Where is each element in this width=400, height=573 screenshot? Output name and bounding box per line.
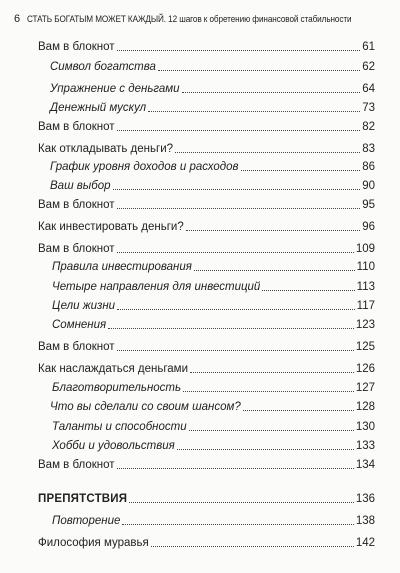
toc-entry-title: Четыре направления для инвестиций bbox=[52, 281, 261, 293]
dot-leader bbox=[190, 371, 354, 373]
toc-entry-page: 136 bbox=[355, 493, 375, 505]
toc-entry-page: 83 bbox=[362, 143, 375, 155]
toc-entry-title: Вам в блокнот bbox=[38, 41, 115, 53]
toc-entry bbox=[38, 242, 375, 256]
toc-entry-page: 110 bbox=[356, 261, 375, 273]
toc-entry-page: 133 bbox=[355, 440, 375, 452]
toc-entry-page: 142 bbox=[355, 537, 375, 549]
toc-entry bbox=[38, 362, 375, 376]
toc-entry-page: 130 bbox=[355, 421, 375, 433]
toc-entry-page: 61 bbox=[362, 41, 375, 53]
toc-subentry bbox=[38, 260, 375, 274]
toc-entry-title: Вам в блокнот bbox=[38, 459, 115, 471]
dot-leader bbox=[186, 229, 360, 231]
page-header bbox=[14, 12, 386, 26]
toc-entry-page: 95 bbox=[362, 199, 375, 211]
toc-subentry bbox=[38, 439, 375, 453]
toc-entry-page: 138 bbox=[355, 515, 375, 527]
dot-leader bbox=[151, 545, 354, 547]
toc-entry-page: 82 bbox=[362, 121, 375, 133]
toc-section-entry bbox=[38, 492, 375, 506]
toc-entry-title: Что вы сделали со своим шансом? bbox=[50, 401, 241, 413]
toc-subentry bbox=[38, 179, 375, 193]
toc-entry bbox=[38, 340, 375, 354]
dot-leader bbox=[117, 308, 355, 310]
toc-entry-page: 117 bbox=[356, 300, 375, 312]
dot-leader bbox=[122, 523, 353, 525]
dot-leader bbox=[262, 289, 354, 291]
dot-leader bbox=[117, 129, 361, 131]
toc-entry-title: Упражнение с деньгами bbox=[50, 83, 180, 95]
toc-entry-title: Вам в блокнот bbox=[38, 243, 115, 255]
toc-entry-page: 86 bbox=[362, 161, 375, 173]
toc-subentry bbox=[38, 280, 375, 294]
toc-subentry bbox=[38, 60, 375, 74]
toc-entry-title: График уровня доходов и расходов bbox=[50, 161, 239, 173]
toc-entry-page: 126 bbox=[355, 363, 375, 375]
toc-entry bbox=[38, 458, 375, 472]
dot-leader bbox=[158, 69, 360, 71]
toc-subentry bbox=[38, 420, 375, 434]
toc-entry-page: 73 bbox=[362, 102, 375, 114]
dot-leader bbox=[108, 327, 354, 329]
toc-entry-page: 123 bbox=[355, 319, 375, 331]
toc-entry bbox=[38, 220, 375, 234]
toc-entry bbox=[38, 40, 375, 54]
toc-entry-page: 64 bbox=[362, 83, 375, 95]
toc-entry-title: Правила инвестирования bbox=[52, 261, 192, 273]
toc-entry-page: 109 bbox=[355, 243, 375, 255]
toc-entry bbox=[38, 536, 375, 550]
toc-entry-title: Денежный мускул bbox=[50, 102, 147, 114]
toc-entry-page: 90 bbox=[362, 180, 375, 192]
page-number: 6 bbox=[14, 13, 21, 25]
toc-entry-title: Как инвестировать деньги? bbox=[38, 221, 184, 233]
toc-entry-title: Сомнения bbox=[52, 319, 107, 331]
toc-entry-title: Ваш выбор bbox=[50, 180, 111, 192]
toc-subentry bbox=[38, 160, 375, 174]
toc-entry-page: 96 bbox=[362, 221, 375, 233]
toc-entry-title: Цели жизни bbox=[52, 300, 116, 312]
toc-subentry bbox=[38, 318, 375, 332]
dot-leader bbox=[175, 151, 360, 153]
toc-entry bbox=[38, 198, 375, 212]
dot-leader bbox=[117, 467, 354, 469]
dot-leader bbox=[243, 409, 354, 411]
toc-entry-title: Философия муравья bbox=[38, 537, 149, 549]
toc-entry-title: Таланты и способности bbox=[52, 421, 187, 433]
toc-entry-title: Благотворительность bbox=[52, 382, 182, 394]
toc-entry-page: 134 bbox=[355, 459, 375, 471]
toc-subentry bbox=[38, 381, 375, 395]
dot-leader bbox=[113, 188, 361, 190]
dot-leader bbox=[182, 91, 361, 93]
toc-subentry bbox=[38, 299, 375, 313]
toc-entry-page: 127 bbox=[355, 382, 375, 394]
toc-entry-title: ПРЕПЯТСТВИЯ bbox=[38, 493, 128, 505]
toc-entry-title: Вам в блокнот bbox=[38, 121, 115, 133]
dot-leader bbox=[194, 269, 355, 271]
dot-leader bbox=[148, 110, 360, 112]
toc-entry-title: Символ богатства bbox=[50, 61, 156, 73]
dot-leader bbox=[177, 448, 354, 450]
toc-entry bbox=[38, 120, 375, 134]
dot-leader bbox=[241, 169, 361, 171]
toc-subentry bbox=[38, 82, 375, 96]
toc-entry-title: Повторение bbox=[52, 515, 121, 527]
dot-leader bbox=[117, 49, 361, 51]
toc-entry-title: Вам в блокнот bbox=[38, 199, 115, 211]
toc-entry-title: Хобби и удовольствия bbox=[52, 440, 175, 452]
toc-entry-title: Вам в блокнот bbox=[38, 341, 115, 353]
toc-entry-page: 128 bbox=[355, 401, 375, 413]
toc-subentry bbox=[38, 101, 375, 115]
dot-leader bbox=[117, 251, 354, 253]
toc-entry-title: Как откладывать деньги? bbox=[38, 143, 174, 155]
running-head: СТАТЬ БОГАТЫМ МОЖЕТ КАЖДЫЙ. 12 шагов к обретению финансовой стабильности bbox=[27, 13, 352, 25]
dot-leader bbox=[117, 349, 354, 351]
toc-entry-page: 125 bbox=[355, 341, 375, 353]
dot-leader bbox=[189, 429, 354, 431]
toc-entry-page: 113 bbox=[356, 281, 375, 293]
toc-subentry bbox=[38, 514, 375, 528]
toc-entry-title: Как наслаждаться деньгами bbox=[38, 363, 189, 375]
toc-subentry bbox=[38, 400, 375, 414]
toc-entry-page: 62 bbox=[362, 61, 375, 73]
dot-leader bbox=[183, 390, 354, 392]
dot-leader bbox=[117, 207, 361, 209]
dot-leader bbox=[129, 501, 354, 503]
toc-entry bbox=[38, 142, 375, 156]
